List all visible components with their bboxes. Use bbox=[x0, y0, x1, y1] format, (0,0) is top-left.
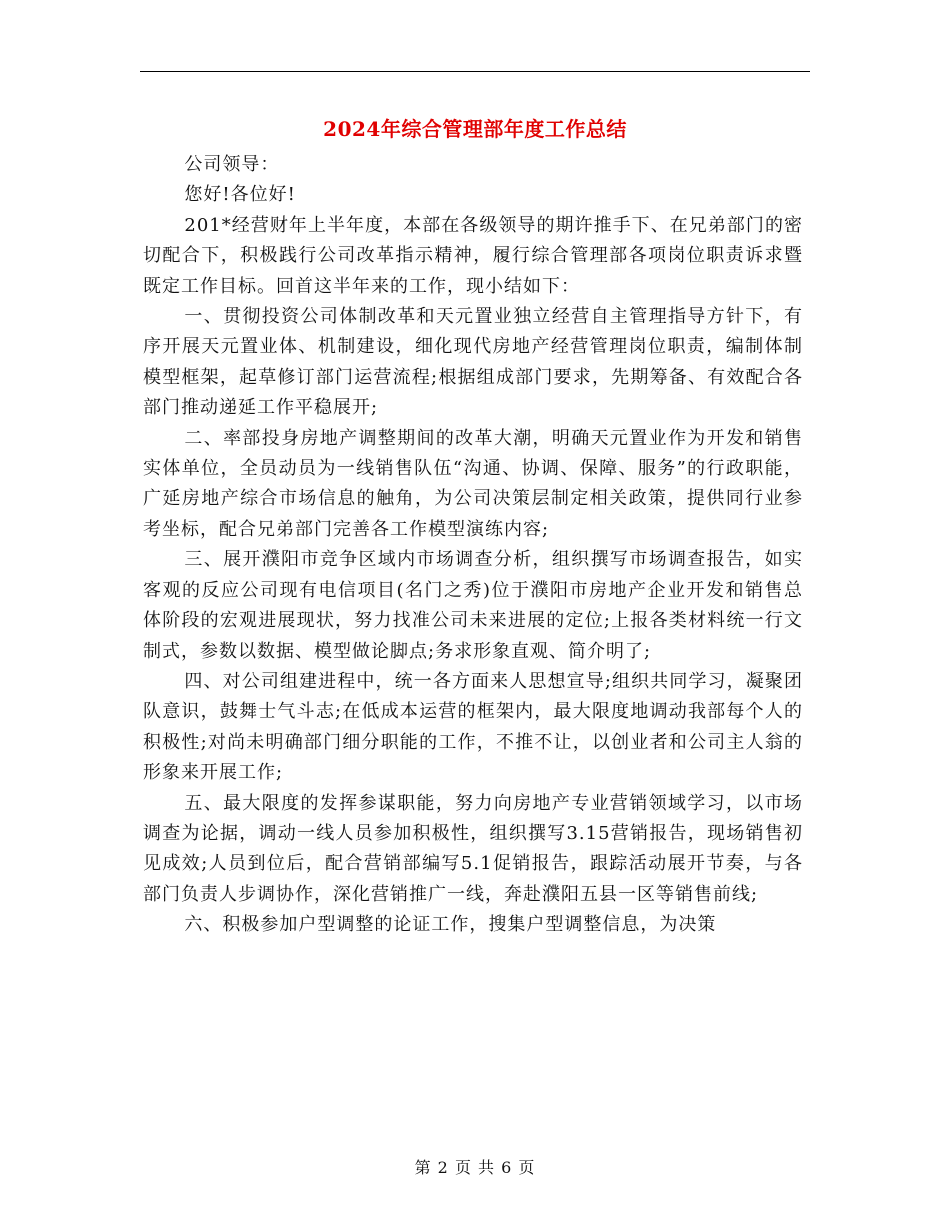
item-six-paragraph: 六、积极参加户型调整的论证工作，搜集户型调整信息，为决策 bbox=[184, 914, 717, 936]
item-one-paragraph: 一、贯彻投资公司体制改革和天元置业独立经营自主管理指导方针下，有序开展天元置业体、机制建设，细化现代房地产经营管理岗位职责，编制体制模型框架，起草修订部门运营流程;根据组成部门要求，先期筹备、有效配合各部门推动递延工作平稳展开; bbox=[143, 306, 803, 419]
header-rule bbox=[140, 71, 810, 72]
document-title: 2024年综合管理部年度工作总结 bbox=[323, 117, 627, 141]
page-number-footer: 第 2 页 共 6 页 bbox=[414, 1158, 536, 1177]
item-three-paragraph: 三、展开濮阳市竞争区域内市场调查分析，组织撰写市场调查报告，如实客观的反应公司现有电信项目(名门之秀)位于濮阳市房地产企业开发和销售总体阶段的宏观进展现状，努力找准公司未来进展的定位;上报各类材料统一行文制式，参数以数据、模型做论脚点;务求形象直观、简介明了; bbox=[143, 549, 803, 662]
greeting: 您好!各位好! bbox=[184, 184, 296, 206]
document-body bbox=[143, 150, 803, 941]
item-five-paragraph: 五、最大限度的发挥参谋职能，努力向房地产专业营销领域学习，以市场调查为论据，调动一线人员参加积极性，组织撰写3.15营销报告，现场销售初见成效;人员到位后，配合营销部编写5.1促销报告，跟踪活动展开节奏，与各部门负责人步调协作，深化营销推广一线，奔赴濮阳五县一区等销售前线; bbox=[143, 792, 803, 905]
item-two-paragraph: 二、率部投身房地产调整期间的改革大潮，明确天元置业作为开发和销售实体单位，全员动员为一线销售队伍“沟通、协调、保障、服务”的行政职能，广延房地产综合市场信息的触角，为公司决策层制定相关政策，提供同行业参考坐标，配合兄弟部门完善各工作模型演练内容; bbox=[143, 427, 803, 540]
item-four-paragraph: 四、对公司组建进程中，统一各方面来人思想宣导;组织共同学习，凝聚团队意识，鼓舞士气斗志;在低成本运营的框架内，最大限度地调动我部每个人的积极性;对尚未明确部门细分职能的工作，不推不让，以创业者和公司主人翁的形象来开展工作; bbox=[143, 670, 803, 784]
intro-paragraph: 201*经营财年上半年度，本部在各级领导的期许推手下、在兄弟部门的密切配合下，积极践行公司改革指示精神，履行综合管理部各项岗位职责诉求暨既定工作目标。回首这半年来的工作，现小结如下： bbox=[143, 214, 803, 297]
salutation: 公司领导： bbox=[184, 154, 280, 175]
